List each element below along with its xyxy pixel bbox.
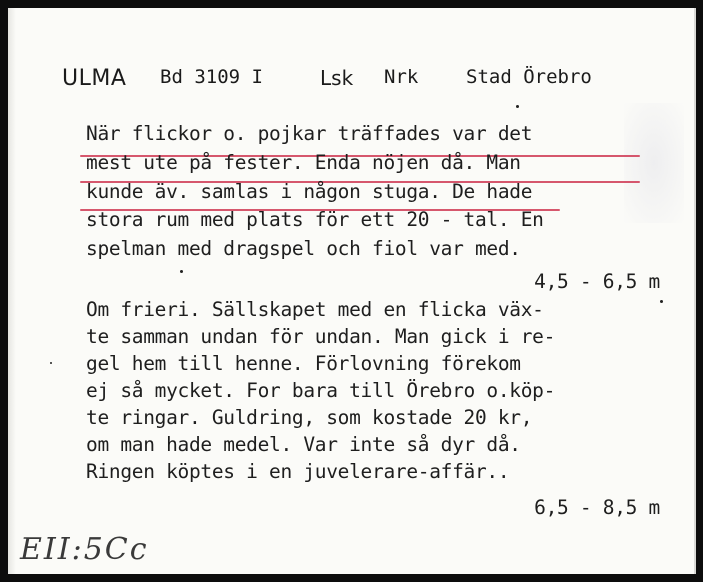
archive-stamp: EII:5Cc — [20, 532, 149, 567]
record-reference: Bd 3109 I — [160, 66, 263, 88]
archive-index-card — [8, 8, 696, 574]
text-line: kunde äv. samlas i någon stuga. De hade — [86, 180, 533, 203]
page-range: 6,5 - 8,5 m — [534, 496, 660, 519]
ink-speck — [180, 270, 183, 273]
text-line: te ringar. Guldring, som kostade 20 kr, — [86, 406, 533, 429]
text-line: om man hade medel. Var inte så dyr då. — [86, 433, 521, 456]
county-abbr: Nrk — [384, 66, 419, 88]
ink-speck — [50, 362, 52, 364]
text-line: gel hem till henne. Förlovning förekom — [86, 352, 521, 375]
text-line: När flickor o. pojkar träffades var det — [86, 122, 533, 145]
text-line: mest ute på fester. Enda nöjen då. Man — [86, 151, 521, 174]
bleed-through-mark — [624, 103, 684, 223]
archive-name: ULMA — [62, 66, 127, 91]
place-name: Stad Örebro — [466, 66, 592, 88]
page-range: 4,5 - 6,5 m — [534, 270, 660, 293]
text-line: Ringen köptes i en juvelerare-affär.. — [86, 460, 510, 483]
ink-speck — [660, 300, 663, 303]
text-line: stora rum med plats för ett 20 - tal. En — [86, 208, 544, 231]
card-header — [62, 66, 682, 96]
card-edge-shadow — [8, 8, 16, 574]
text-line: ej så mycket. For bara till Örebro o.köp- — [86, 379, 556, 402]
ink-speck — [516, 105, 519, 108]
province-abbr: Lsk — [320, 66, 354, 90]
text-line: spelman med dragspel och fiol var med. — [86, 237, 521, 260]
text-line: te samman undan för undan. Man gick i re- — [86, 325, 556, 348]
text-line: Om frieri. Sällskapet med en flicka väx- — [86, 298, 544, 321]
